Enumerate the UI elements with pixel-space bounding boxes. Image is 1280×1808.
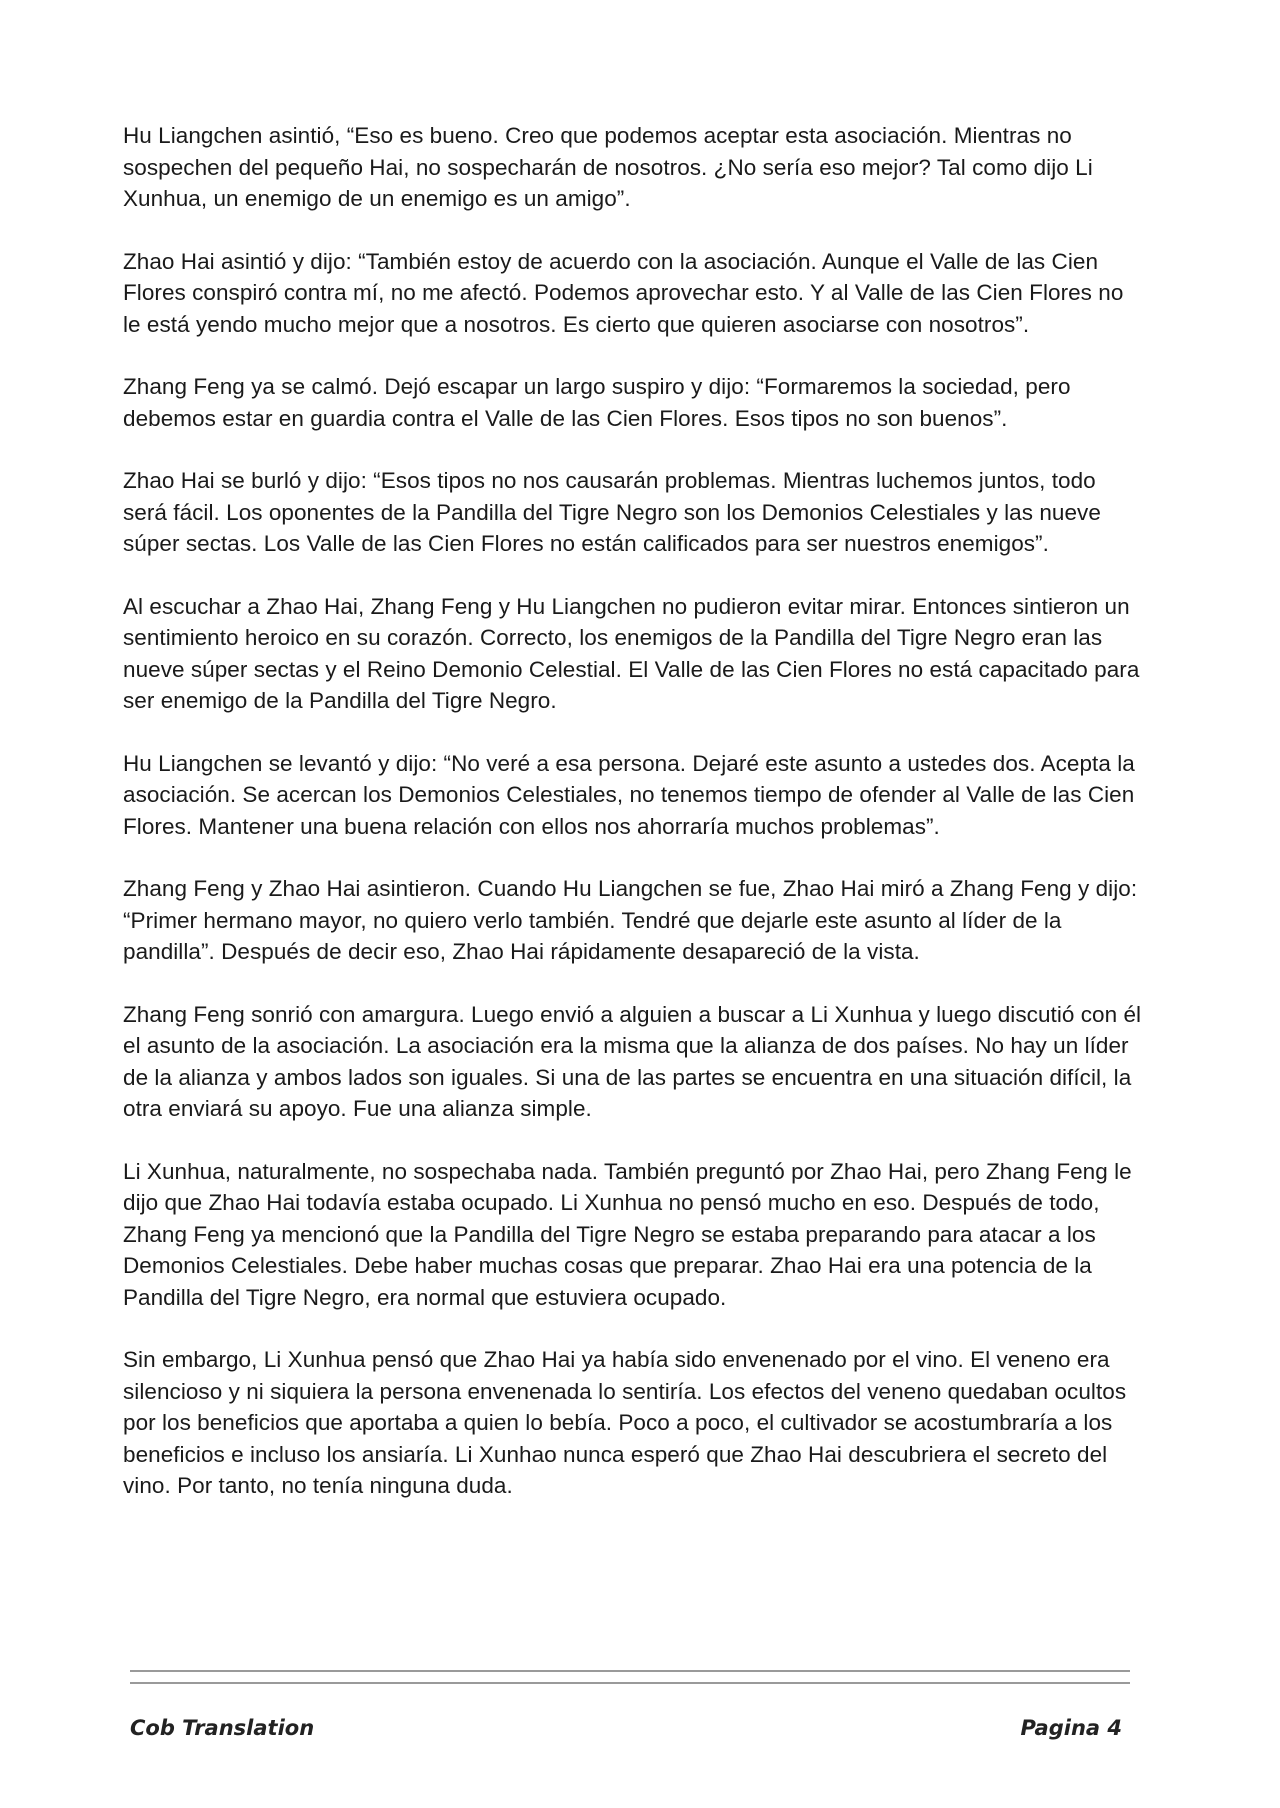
footer-divider-bottom [130,1682,1130,1684]
paragraph: Hu Liangchen se levantó y dijo: “No veré a esa persona. Dejaré este asunto a ustedes dos. Acepta la asociación. Se acercan los Demonios Celestiales, no tenemos tiempo de ofender al Valle de las Cien Flores. Mantener una buena relación con ellos nos ahorraría muchos problemas”. [123,750,1135,839]
paragraph: Zhao Hai se burló y dijo: “Esos tipos no nos causarán problemas. Mientras luchemos juntos, todo será fácil. Los oponentes de la Pandilla del Tigre Negro son los Demonios Celestiales y las nueve súper sectas. Los Valle de las Cien Flores no están calificados para ser nuestros enemigos”. [123,468,1101,556]
paragraph: Zhang Feng sonrió con amargura. Luego envió a alguien a buscar a Li Xunhua y luego discutió con él el asunto de la asociación. La asociación era la misma que la alianza de dos países. No hay un líder de la alianza y ambos lados son iguales. Si una de las partes se encuentra en una situación difícil, la otra enviará su apoyo. Fue una alianza simple. [123,1001,1142,1121]
footer-divider-top [130,1670,1130,1672]
paragraph: Sin embargo, Li Xunhua pensó que Zhao Hai ya había sido envenenado por el vino. El veneno era silencioso y ni siquiera la persona envenenada lo sentiría. Los efectos del veneno quedaban ocultos por los beneficios que aportaba a quien lo bebía. Poco a poco, el cultivador se acostumbraría a los beneficios e incluso los ansiaría. Li Xunhao nunca esperó que Zhao Hai descubriera el secreto del vino. Por tanto, no tenía ninguna duda. [123,1347,1127,1498]
footer-page-number: Pagina 4 [1020,1716,1122,1740]
paragraph: Zhang Feng y Zhao Hai asintieron. Cuando Hu Liangchen se fue, Zhao Hai miró a Zhang Feng y dijo: “Primer hermano mayor, no quiero verlo también. Tendré que dejarle este asunto al líder de la pandilla”. Después de decir eso, Zhao Hai rápidamente desapareció de la vista. [123,876,1138,964]
paragraph: Zhang Feng ya se calmó. Dejó escapar un largo suspiro y dijo: “Formaremos la sociedad, pero debemos estar en guardia contra el Valle de las Cien Flores. Esos tipos no son buenos”. [123,374,1071,431]
paragraph: Hu Liangchen asintió, “Eso es bueno. Creo que podemos aceptar esta asociación. Mientras no sospechen del pequeño Hai, no sospecharán de nosotros. ¿No sería eso mejor? Tal como dijo Li Xunhua, un enemigo de un enemigo es un amigo”. [123,123,1093,211]
footer-translator-credit: Cob Translation [130,1716,315,1740]
document-body [123,120,1143,1533]
paragraph: Li Xunhua, naturalmente, no sospechaba nada. También preguntó por Zhao Hai, pero Zhang Feng le dijo que Zhao Hai todavía estaba ocupado. Li Xunhua no pensó mucho en eso. Después de todo, Zhang Feng ya mencionó que la Pandilla del Tigre Negro se estaba preparando para atacar a los Demonios Celestiales. Debe haber muchas cosas que preparar. Zhao Hai era una potencia de la Pandilla del Tigre Negro, era normal que estuviera ocupado. [123,1158,1132,1310]
paragraph: Al escuchar a Zhao Hai, Zhang Feng y Hu Liangchen no pudieron evitar mirar. Entonces sintieron un sentimiento heroico en su corazón. Correcto, los enemigos de la Pandilla del Tigre Negro eran las nueve súper sectas y el Reino Demonio Celestial. El Valle de las Cien Flores no está capacitado para ser enemigo de la Pandilla del Tigre Negro. [123,593,1140,713]
paragraph: Zhao Hai asintió y dijo: “También estoy de acuerdo con la asociación. Aunque el Valle de las Cien Flores conspiró contra mí, no me afectó. Podemos aprovechar esto. Y al Valle de las Cien Flores no le está yendo mucho mejor que a nosotros. Es cierto que quieren asociarse con nosotros”. [123,248,1124,337]
